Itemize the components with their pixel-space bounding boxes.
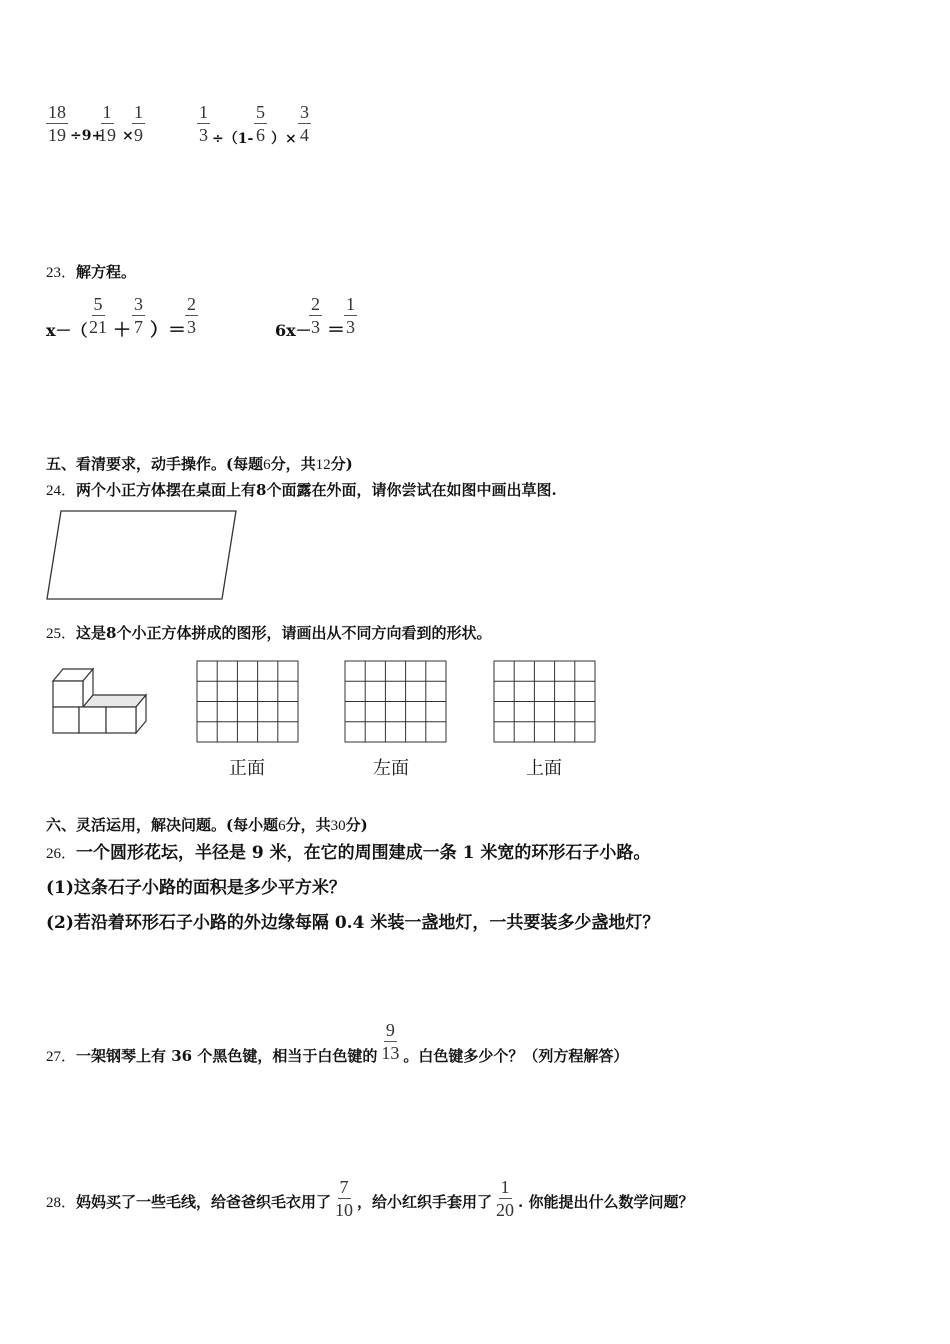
fraction: $\frac{1}{9}$ xyxy=(134,102,143,145)
label-front: 正面 xyxy=(229,758,265,779)
section-6-title: 六、灵活运用，解决问题。(每小题6分，共30分) xyxy=(46,816,368,834)
operator: ÷（1- xyxy=(212,131,254,147)
fraction: $\frac{3}{7}$ xyxy=(134,294,143,337)
grid-left-view xyxy=(344,660,448,744)
operator: ＝ xyxy=(327,320,345,341)
label-top: 上面 xyxy=(526,758,562,779)
fraction: $\frac{2}{3}$ xyxy=(311,294,320,337)
fraction: $\frac{2}{3}$ xyxy=(187,294,196,337)
section-5-title: 五、看清要求，动手操作。(每题6分，共12分) xyxy=(46,455,353,473)
fraction: $\frac{18}{19}$ xyxy=(48,102,66,145)
fraction: $\frac{9}{13}$ xyxy=(381,1020,400,1063)
fraction: $\frac{3}{4}$ xyxy=(300,102,309,145)
q26-line-3: (2)若沿着环形石子小路的外边缘每隔 0.4 米装一盏地灯，一共要装多少盏地灯？ xyxy=(46,913,660,933)
fraction: $\frac{5}{6}$ xyxy=(256,102,265,145)
q25-text: 25．这是8个小正方体拼成的图形，请画出从不同方向看到的形状。 xyxy=(46,624,492,642)
equation-lead: x－（ xyxy=(46,321,88,340)
q28-text: 28．妈妈买了一些毛线，给爸爸织毛衣用了 ，给小红织手套用了 . 你能提出什么数学问题？ xyxy=(46,1193,694,1211)
fraction: $\frac{1}{3}$ xyxy=(199,102,208,145)
parallelogram-drawing-area xyxy=(44,508,244,603)
operator: ）＝ xyxy=(150,320,186,341)
fraction: $\frac{1}{20}$ xyxy=(496,1177,515,1220)
q26-line-2: (1)这条石子小路的面积是多少平方米？ xyxy=(46,878,346,898)
fraction: $\frac{1}{3}$ xyxy=(346,294,355,337)
fraction: $\frac{7}{10}$ xyxy=(335,1177,354,1220)
q26-line-1: 26．一个圆形花坛，半径是 9 米，在它的周围建成一条 1 米宽的环形石子小路。 xyxy=(46,843,651,863)
fraction: $\frac{1}{19}$ xyxy=(98,102,116,145)
operator: ＋ xyxy=(113,320,131,341)
equation-lead: 6x－ xyxy=(275,321,312,340)
grid-top-view xyxy=(493,660,597,744)
label-left: 左面 xyxy=(373,758,409,779)
operator: ÷9+ xyxy=(70,128,104,144)
operator: ）× xyxy=(271,131,297,147)
operator: × xyxy=(122,128,134,144)
q24-text: 24．两个小正方体摆在桌面上有8个面露在外面，请你尝试在如图中画出草图. xyxy=(46,481,557,499)
q23-heading: 23．解方程。 xyxy=(46,263,137,281)
cube-stack-figure xyxy=(50,663,150,738)
fraction: $\frac{5}{21}$ xyxy=(89,294,107,337)
grid-front-view xyxy=(196,660,300,744)
q27-text: 27．一架钢琴上有 36 个黑色键，相当于白色键的 。白色键多少个？（列方程解答） xyxy=(46,1047,629,1065)
